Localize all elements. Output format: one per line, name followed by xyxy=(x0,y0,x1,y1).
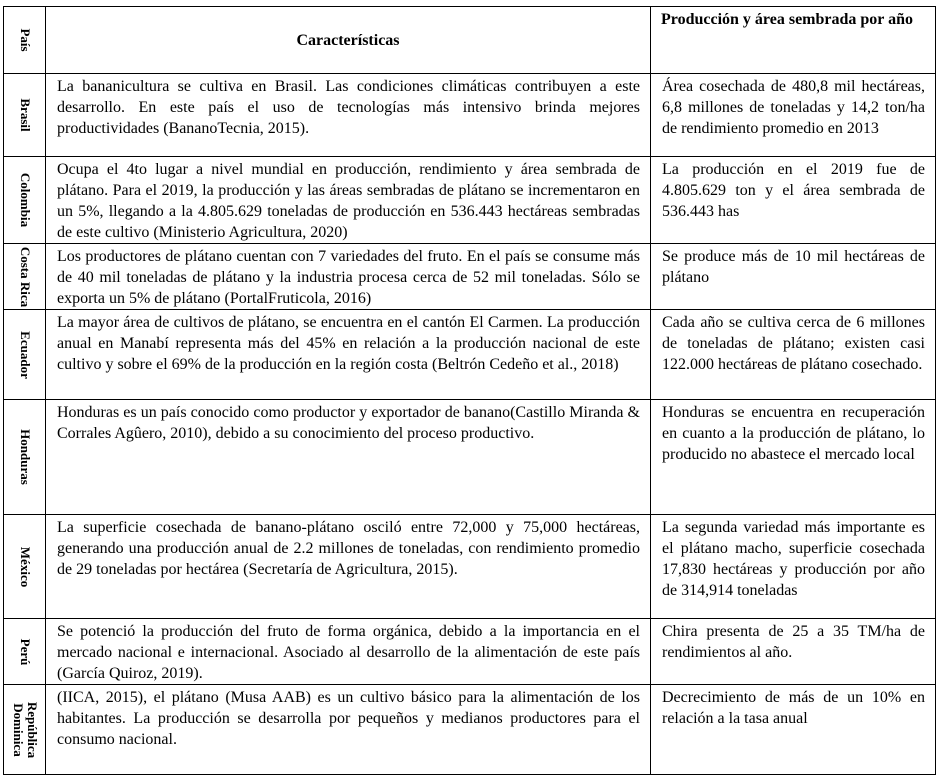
production-text: La producción en el 2019 fue de 4.805.629 ton y el área sembrada de 536.443 has xyxy=(662,161,925,220)
production-text: Área cosechada de 480,8 mil hectáreas, 6,8 millones de toneladas y 14,2 ton/ha de rendimiento promedio en 2013 xyxy=(662,78,925,137)
table-row xyxy=(4,515,936,619)
country-label: Ecuador xyxy=(17,330,33,379)
country-label: México xyxy=(17,546,33,587)
header-country-label: País xyxy=(17,28,33,52)
characteristics-text: Se potenció la producción del fruto de forma orgánica, debido a la importancia en el mercado nacional e internacional. Asociado al desarrollo de la alimentación de este país (García Quiroz, 2019). xyxy=(57,623,640,682)
characteristics-cell xyxy=(46,157,651,244)
production-text: Honduras se encuentra en recuperación en cuanto a la producción de plátano, lo producido no abastece el mercado local xyxy=(662,404,925,463)
characteristics-text: La superficie cosechada de banano-plátano osciló entre 72,000 y 75,000 hectáreas, generando una producción anual de 2.2 millones de toneladas, con rendimiento promedio de 29 toneladas por hectárea (Secretaría de Agricultura, 2015). xyxy=(57,519,640,578)
production-cell xyxy=(651,400,936,515)
production-text: La segunda variedad más importante es el plátano macho, superficie cosechada 17,830 hectáreas y producción por año de 314,914 toneladas xyxy=(662,519,925,599)
characteristics-cell xyxy=(46,619,651,685)
country-label: Costa Rica xyxy=(17,246,33,307)
production-text: Se produce más de 10 mil hectáreas de plátano xyxy=(662,248,925,286)
country-label: Brasil xyxy=(17,98,33,132)
country-cell xyxy=(4,515,46,619)
country-cell xyxy=(4,74,46,157)
characteristics-text: Los productores de plátano cuentan con 7 variedades del fruto. En el país se consume más de 40 mil toneladas de plátano y la industria procesa cerca de 52 mil toneladas. Sólo se exporta un 5% de plátano (PortalFruticola, 2016) xyxy=(57,248,640,307)
country-cell xyxy=(4,619,46,685)
table-row xyxy=(4,685,936,775)
country-cell xyxy=(4,310,46,400)
table-row xyxy=(4,400,936,515)
header-country xyxy=(4,7,46,74)
country-table xyxy=(3,6,936,775)
header-production: Producción y área sembrada por año xyxy=(651,7,936,74)
country-cell xyxy=(4,244,46,310)
country-cell xyxy=(4,157,46,244)
production-text: Cada año se cultiva cerca de 6 millones de toneladas de plátano; existen casi 122.000 hectáreas de plátano cosechado. xyxy=(662,314,925,373)
characteristics-text: Ocupa el 4to lugar a nivel mundial en producción, rendimiento y área sembrada de plátano. Para el 2019, la producción y las áreas sembradas de plátano se incrementaron en un 5%, llegando a la 4.805.629 toneladas de producción en 536.443 hectáreas sembradas de este cultivo (Ministerio Agricultura, 2020) xyxy=(57,161,640,241)
country-label: Perú xyxy=(17,638,33,665)
table-row xyxy=(4,74,936,157)
production-cell xyxy=(651,244,936,310)
production-text: Chira presenta de 25 a 35 TM/ha de rendimientos al año. xyxy=(662,623,925,661)
characteristics-text: (IICA, 2015), el plátano (Musa AAB) es un cultivo básico para la alimentación de los habitantes. La producción se desarrolla por pequeños y medianos productores para el consumo nacional. xyxy=(57,689,640,748)
characteristics-cell xyxy=(46,74,651,157)
characteristics-cell xyxy=(46,515,651,619)
production-cell xyxy=(651,515,936,619)
characteristics-text: La bananicultura se cultiva en Brasil. Las condiciones climáticas contribuyen a este desarrollo. En este país el uso de tecnologías más intensivo brinda mejores productividades (BananoTecnia, 2015). xyxy=(57,78,640,137)
country-cell xyxy=(4,685,46,775)
production-cell xyxy=(651,619,936,685)
table-row xyxy=(4,310,936,400)
characteristics-cell xyxy=(46,685,651,775)
table-row xyxy=(4,619,936,685)
production-cell xyxy=(651,74,936,157)
header-row xyxy=(4,7,936,74)
country-label: Colombia xyxy=(17,172,33,228)
characteristics-text: Honduras es un país conocido como productor y exportador de banano(Castillo Miranda & Corrales Agûero, 2010), debido a su conocimiento del proceso productivo. xyxy=(57,404,640,442)
table-row xyxy=(4,244,936,310)
country-label: Honduras xyxy=(17,429,33,485)
production-cell xyxy=(651,685,936,775)
header-characteristics: Características xyxy=(46,7,651,74)
characteristics-cell xyxy=(46,400,651,515)
characteristics-cell xyxy=(46,244,651,310)
production-cell xyxy=(651,157,936,244)
production-text: Decrecimiento de más de un 10% en relación a la tasa anual xyxy=(662,689,925,727)
country-label: República Dominica xyxy=(10,701,40,758)
table-row xyxy=(4,157,936,244)
production-cell xyxy=(651,310,936,400)
characteristics-cell xyxy=(46,310,651,400)
country-cell xyxy=(4,400,46,515)
characteristics-text: La mayor área de cultivos de plátano, se encuentra en el cantón El Carmen. La producción anual en Manabí representa más del 45% en relación a la producción nacional de este cultivo y sobre el 69% de la producción en la región costa (Beltrón Cedeño et al., 2018) xyxy=(57,314,640,373)
